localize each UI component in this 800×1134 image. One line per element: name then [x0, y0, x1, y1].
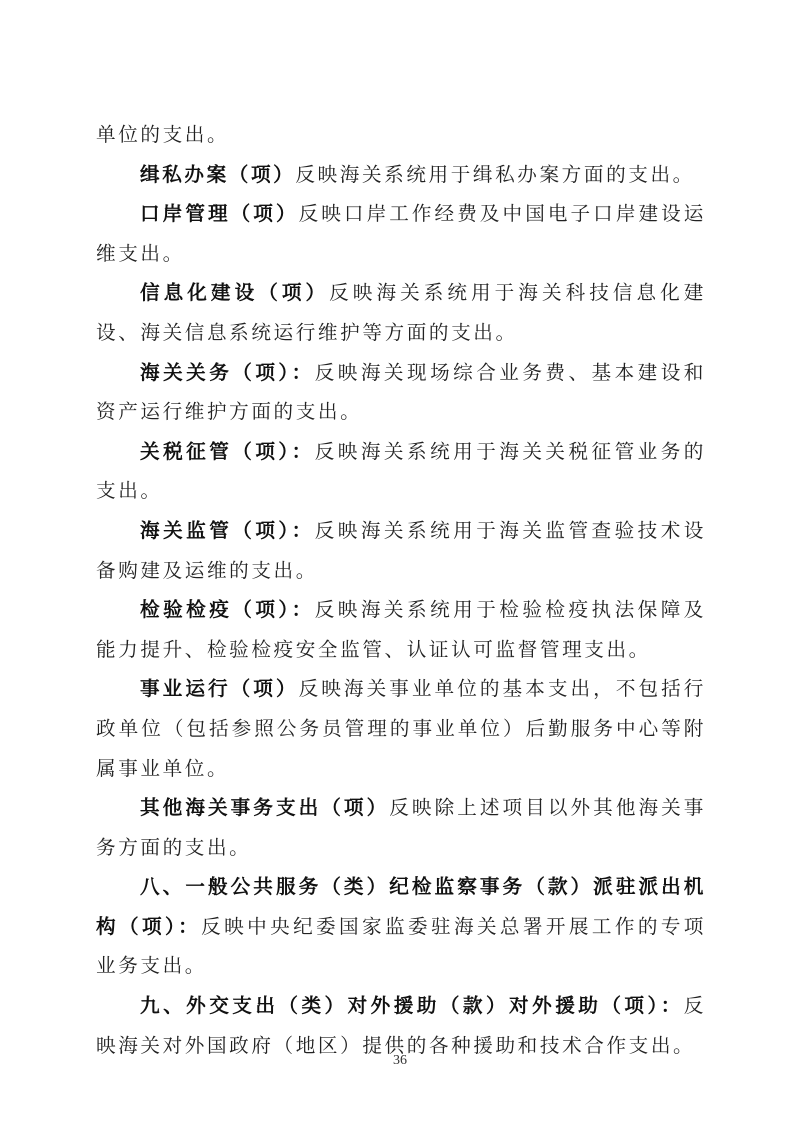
paragraph-smuggling-cases: [96, 155, 706, 195]
paragraph-text: 反映海关系统用于海关关税征管业务的支出。: [96, 439, 706, 503]
paragraph-text: 反映海关系统用于海关监管查验技术设备购建及运维的支出。: [96, 518, 706, 582]
paragraph-section-eight: [96, 867, 706, 986]
document-body: [96, 115, 706, 1065]
paragraph-text: 反映海关系统用于海关科技信息化建设、海关信息系统运行维护等方面的支出。: [96, 281, 706, 344]
term-label: 事业运行（项）: [140, 677, 299, 701]
term-label: 八、一般公共服务（类）纪检监察事务（款）派驻派出机构（项）：: [96, 875, 706, 938]
paragraph-continuation: [96, 115, 706, 155]
paragraph-text: 单位的支出。: [96, 123, 230, 146]
term-label: 关税征管（项）：: [140, 439, 315, 463]
paragraph-inspection-quarantine: [96, 590, 706, 669]
term-label: 九、外交支出（类）对外援助（款）对外援助（项）：: [140, 994, 684, 1018]
paragraph-text: 反映除上述项目以外其他海关事务方面的支出。: [96, 796, 706, 859]
paragraph-institution-operation: [96, 669, 706, 788]
paragraph-text: 反映海关对外国政府（地区）提供的各种援助和技术合作支出。: [96, 994, 706, 1057]
term-label: 口岸管理（项）: [140, 202, 299, 226]
term-label: 海关关务（项）：: [140, 360, 315, 384]
term-label: 检验检疫（项）：: [140, 598, 315, 622]
paragraph-text: 反映海关现场综合业务费、基本建设和资产运行维护方面的支出。: [96, 360, 706, 424]
paragraph-other-customs-affairs: [96, 788, 706, 867]
paragraph-customs-affairs: [96, 353, 706, 432]
paragraph-text: 反映海关系统用于检验检疫执法保障及能力提升、检验检疫安全监管、认证认可监督管理支出。: [96, 598, 706, 661]
term-label: 海关监管（项）：: [140, 518, 315, 542]
term-label: 其他海关事务支出（项）: [140, 796, 390, 820]
paragraph-customs-supervision: [96, 511, 706, 590]
paragraph-informatization: [96, 273, 706, 352]
paragraph-text: 反映海关事业单位的基本支出，不包括行政单位（包括参照公务员管理的事业单位）后勤服务中心等附属事业单位。: [96, 677, 706, 780]
paragraph-text: 反映口岸工作经费及中国电子口岸建设运维支出。: [96, 202, 706, 265]
paragraph-tariff-collection: [96, 432, 706, 511]
term-label: 缉私办案（项）: [140, 162, 296, 186]
paragraph-port-management: [96, 194, 706, 273]
term-label: 信息化建设（项）: [140, 281, 330, 305]
paragraph-text: 反映中央纪委国家监委驻海关总署开展工作的专项业务支出。: [96, 914, 706, 978]
page-number: 36: [393, 1053, 407, 1068]
paragraph-text: 反映海关系统用于缉私办案方面的支出。: [295, 162, 695, 186]
